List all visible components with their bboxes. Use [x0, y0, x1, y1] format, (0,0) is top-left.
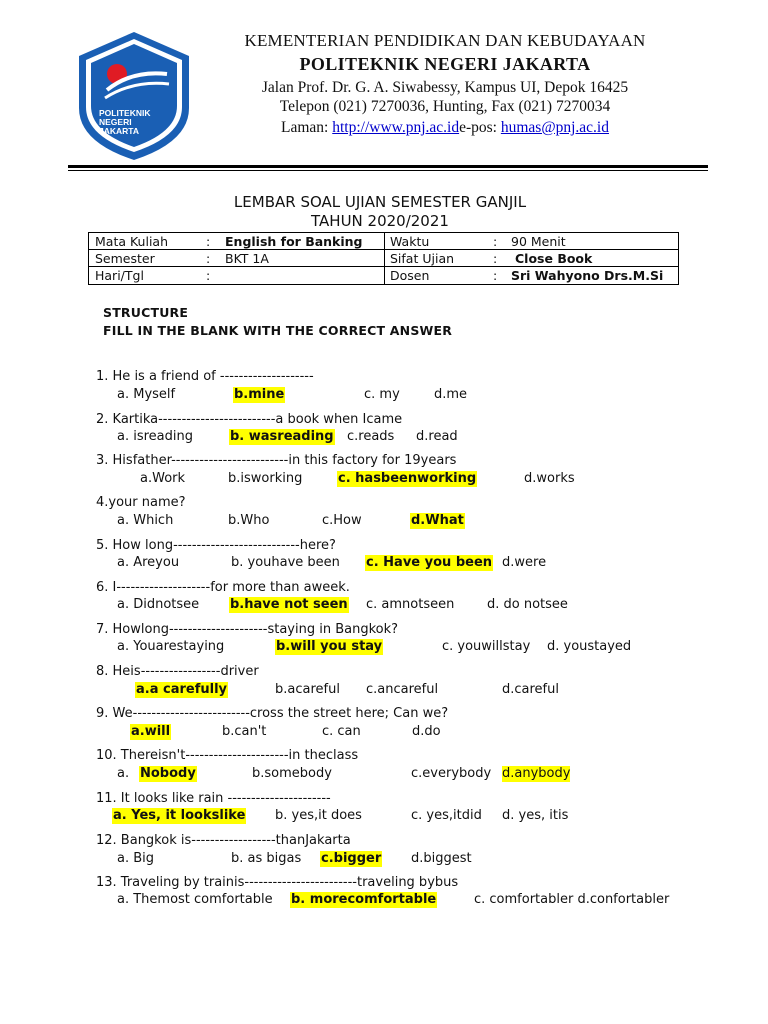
- option-correct: a.a carefully: [136, 682, 228, 697]
- option-correct: a.will: [131, 724, 171, 739]
- option-highlighted: d.anybody: [502, 766, 571, 781]
- question-stem: 13. Traveling by trainis------------------------traveling bybus: [96, 875, 459, 890]
- option: b.Who: [228, 513, 270, 528]
- course-value: English for Banking: [225, 234, 363, 249]
- question-stem: 11. It looks like rain ----------------------: [96, 791, 331, 806]
- option-correct: a. Yes, it lookslike: [113, 808, 246, 823]
- web-label: Laman:: [281, 119, 333, 136]
- question-stem: 3. Hisfather-------------------------in this factory for 19years: [96, 453, 457, 468]
- info-row: [89, 233, 678, 250]
- email-label: e-pos:: [459, 119, 501, 136]
- info-label: Sifat Ujian: [390, 251, 455, 266]
- institution-phone: Telepon (021) 7270036, Hunting, Fax (021) 7270034: [279, 98, 611, 115]
- institution-address: Jalan Prof. Dr. G. A. Siwabessy, Kampus UI, Depok 16425: [261, 79, 629, 96]
- info-label: Hari/Tgl: [95, 268, 144, 283]
- option: c. youwillstay: [442, 639, 531, 654]
- option: d.read: [416, 429, 458, 444]
- question-stem: 9. We-------------------------cross the street here; Can we?: [96, 706, 449, 721]
- option: b.isworking: [228, 471, 303, 486]
- header-rule-thin: [68, 170, 708, 171]
- option: d. yes, itis: [502, 808, 569, 823]
- exam-type-value: Close Book: [515, 251, 593, 266]
- info-label: Waktu: [390, 234, 430, 249]
- question-stem: 5. How long---------------------------here?: [96, 538, 336, 553]
- option-correct: c. hasbeenworking: [338, 471, 477, 486]
- option: c.everybody: [411, 766, 492, 781]
- question-stem: 4.your name?: [96, 495, 186, 510]
- option: c.How: [322, 513, 362, 528]
- option: b. youhave been: [231, 555, 340, 570]
- logo-text-3: JAKARTA: [99, 126, 139, 136]
- option: d.were: [502, 555, 547, 570]
- question-stem: 12. Bangkok is------------------thanJakarta: [96, 833, 351, 848]
- info-label: Dosen: [390, 268, 430, 283]
- option: d. do notsee: [487, 597, 568, 612]
- option: a. isreading: [117, 429, 193, 444]
- option-correct: b. wasreading: [230, 429, 334, 444]
- info-colon: :: [206, 234, 211, 249]
- info-colon: :: [493, 268, 498, 283]
- logo-text-1: POLITEKNIK: [99, 108, 151, 118]
- option: d. youstayed: [547, 639, 632, 654]
- email-link[interactable]: humas@pnj.ac.id: [500, 119, 609, 136]
- question-stem: 1. He is a friend of --------------------: [96, 369, 314, 384]
- pnj-logo: [77, 30, 191, 162]
- option: d.careful: [502, 682, 559, 697]
- header-rule-thick: [68, 165, 708, 168]
- info-colon: :: [206, 251, 211, 266]
- option: c. can: [322, 724, 361, 739]
- option: c. my: [364, 387, 400, 402]
- option: a.Work: [140, 471, 186, 486]
- option: b.can't: [222, 724, 267, 739]
- info-row: [89, 267, 678, 284]
- option: b. as bigas: [231, 851, 302, 866]
- option-letter: a.: [117, 766, 130, 781]
- option: d.works: [524, 471, 575, 486]
- question-stem: 7. Howlong---------------------staying in Bangkok?: [96, 622, 399, 637]
- institution-name: POLITEKNIK NEGERI JAKARTA: [299, 54, 591, 74]
- option: a. Didnotsee: [117, 597, 200, 612]
- option-correct: c. Have you been: [366, 555, 493, 570]
- info-colon: :: [206, 268, 211, 283]
- option-correct: d.What: [411, 513, 464, 528]
- option: c.ancareful: [366, 682, 439, 697]
- duration-value: 90 Menit: [511, 234, 566, 249]
- option: a. Themost comfortable: [117, 892, 273, 907]
- institution-web-line: [190, 118, 700, 138]
- option: b.somebody: [252, 766, 332, 781]
- option: d.me: [434, 387, 468, 402]
- option-correct: b. morecomfortable: [291, 892, 437, 907]
- website-link[interactable]: http://www.pnj.ac.id: [332, 119, 460, 136]
- option: b.acareful: [275, 682, 340, 697]
- option-correct: b.mine: [234, 387, 285, 402]
- option: a. Big: [117, 851, 155, 866]
- info-label: Semester: [95, 251, 155, 266]
- exam-info-table: [88, 232, 679, 285]
- option-correct: b.will you stay: [276, 639, 383, 654]
- section-heading: STRUCTURE: [103, 305, 189, 320]
- option: d.do: [412, 724, 441, 739]
- option: a. Areyou: [117, 555, 180, 570]
- option: a. Youarestaying: [117, 639, 225, 654]
- option: c. yes,itdid: [411, 808, 482, 823]
- question-stem: 6. I--------------------for more than aweek.: [96, 580, 350, 595]
- lecturer-value: Sri Wahyono Drs.M.Si: [511, 268, 664, 283]
- exam-title: LEMBAR SOAL UJIAN SEMESTER GANJIL: [233, 193, 527, 211]
- option: d.biggest: [411, 851, 472, 866]
- exam-year: TAHUN 2020/2021: [311, 212, 449, 230]
- ministry-name: KEMENTERIAN PENDIDIKAN DAN KEBUDAYAAN: [244, 31, 646, 50]
- question-stem: 2. Kartika-------------------------a book when Icame: [96, 412, 403, 427]
- info-colon: :: [493, 251, 498, 266]
- option: a. Which: [117, 513, 174, 528]
- option-correct: Nobody: [140, 766, 196, 781]
- question-stem: 10. Thereisn't----------------------in theclass: [96, 748, 359, 763]
- info-label: Mata Kuliah: [95, 234, 169, 249]
- option-correct: c.bigger: [321, 851, 382, 866]
- info-row: [89, 250, 678, 267]
- logo-text-2: NEGERI: [99, 117, 132, 127]
- option: c.reads: [347, 429, 395, 444]
- section-instruction: FILL IN THE BLANK WITH THE CORRECT ANSWER: [103, 323, 453, 338]
- semester-value: BKT 1A: [225, 251, 269, 266]
- option-correct: b.have not seen: [230, 597, 348, 612]
- option: a. Myself: [117, 387, 176, 402]
- info-colon: :: [493, 234, 498, 249]
- option: b. yes,it does: [275, 808, 362, 823]
- option: c. comfortabler d.confortabler: [474, 892, 670, 907]
- option: c. amnotseen: [366, 597, 455, 612]
- question-stem: 8. Heis-----------------driver: [96, 664, 259, 679]
